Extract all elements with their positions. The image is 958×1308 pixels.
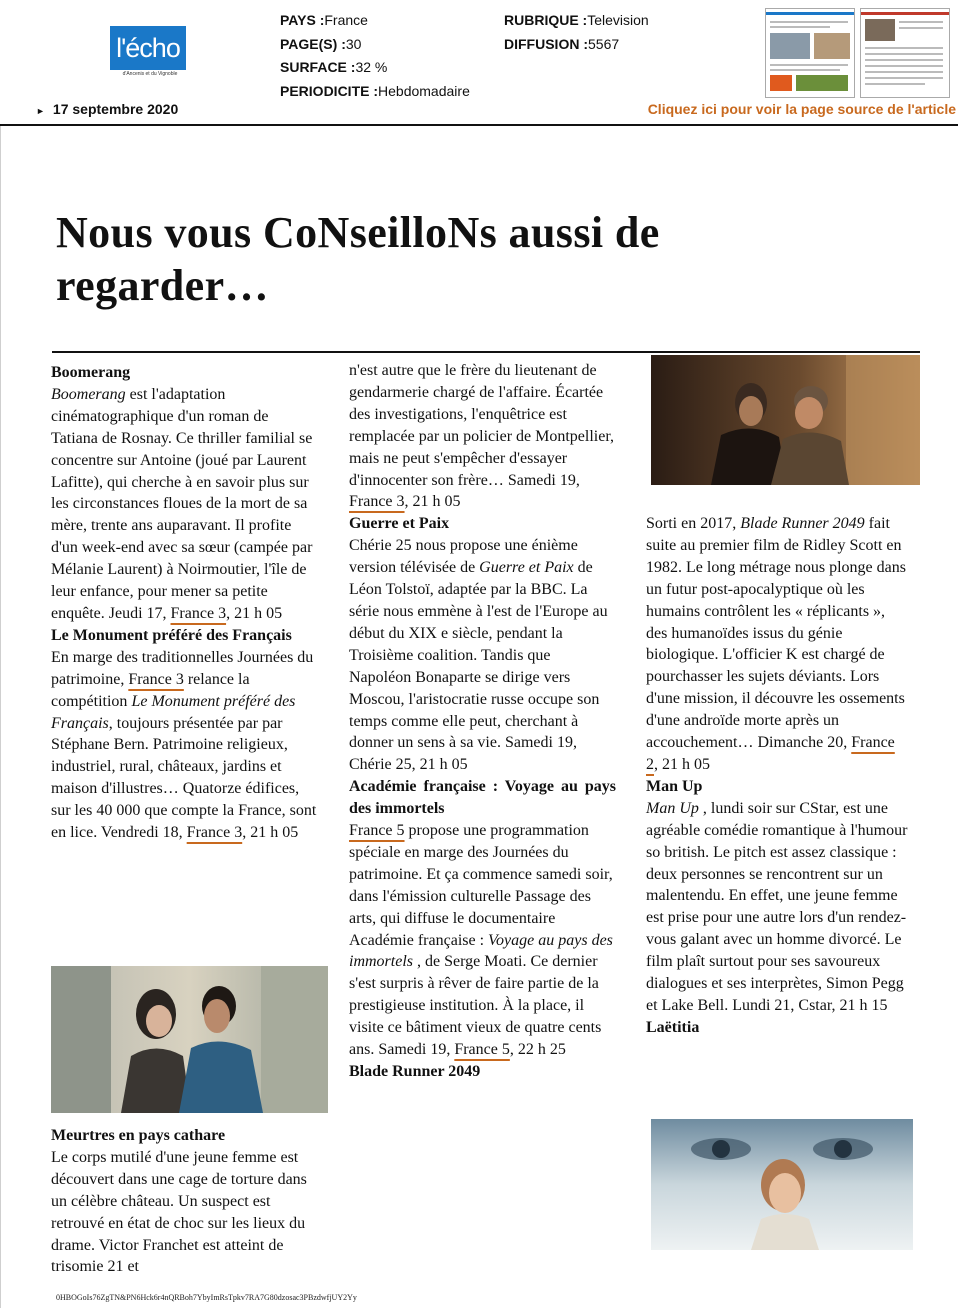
source-page-thumbnail-2[interactable] [860,8,950,98]
triangle-right-icon: ► [36,106,45,116]
channel-link[interactable]: France 3 [170,604,227,622]
channel-link[interactable]: France 3 [349,493,405,511]
newspaper-logo: l'écho [110,26,186,70]
section-heading-meurtres: Meurtres en pays cathare [51,1127,226,1144]
photo-blade-runner [651,355,920,485]
channel-link[interactable]: France 3 [186,824,243,842]
source-page-link[interactable]: Cliquez ici pour voir la page source de l'article [647,101,956,117]
section-heading-laetitia: Laëtitia [646,1018,700,1036]
paragraph-meurtres-continued: n'est autre que le frère du lieutenant de gendarmerie chargé de l'affaire. Écartée des investigations, l'enquêtrice est remplacée par un policier de Montpellier, mais ne peut s'empêcher d'essayer d'innocenter son frère… Samedi 19, France 3, 21 h 05 [349,362,615,511]
meta-diffusion: DIFFUSION :5567 [504,35,620,52]
meta-rubrique: RUBRIQUE :Television [504,12,649,28]
section-heading-boomerang: Boomerang [51,364,131,381]
paragraph-boomerang: Boomerang est l'adaptation cinématographique d'un roman de Tatiana de Rosnay. Ce thriller familial se concentre sur Antoine (joué par Laurent Lafitte), qui cherche à en savoir plus sur les circonstances floues de la mort de sa mère, trente ans auparavant. Il profite d'un week-end avec sa sœur (campée par Mélanie Laurent) à Noirmoutier, l'île de leur enfance, pour mener sa petite enquête. Jeudi 17, France 3, 21 h 05 [51,385,313,622]
photo-laetitia [651,1119,913,1250]
column-2 [349,360,616,1083]
column-3 [646,513,909,1039]
channel-link[interactable]: France 5 [349,822,405,840]
meta-periodicite: PERIODICITE :Hebdomadaire [280,82,470,99]
paragraph-academie: France 5 propose une programmation spéciale en marge des Journées du patrimoine. Et ça commence samedi soir, dans l'émission culturelle Passage des arts, qui diffuse le documentaire Académie française : Voyage au pays des immortels , de Serge Moati. Ce dernier s'est surpris à rêver de faire partie de la prestigieuse institution. À la place, il visite ce bâtiment vieux de quatre cents ans. Samedi 19, France 5, 22 h 25 [349,822,613,1059]
column-1-lower [51,1125,318,1278]
channel-link[interactable]: France 2 [646,734,895,773]
newspaper-logo-subtitle: d'Ancenis et du Vignoble [122,71,178,77]
section-heading-guerre: Guerre et Paix [349,515,450,533]
channel-link[interactable]: France 3 [128,670,184,688]
header-divider [0,124,958,126]
section-heading-blade-runner: Blade Runner 2049 [349,1063,481,1080]
title-divider [52,351,920,353]
left-border [0,126,1,1308]
section-heading-monument: Le Monument préféré des Français [51,626,292,644]
paragraph-guerre: Chérie 25 nous propose une énième version télévisée de Guerre et Paix de Léon Tolstoï, adaptée par la BBC. La série nous emmène à l'est de l'Europe au début du XIX e siècle, pendant la Troisième coalition. Tandis que Napoléon Bonaparte se dirige vers Moscou, l'aristocratie russe occupe son temps comme elle peut, cherchant à donner un sens à sa vie. Samedi 19, Chérie 25, 21 h 05 [349,537,608,774]
document-reference-code: 0HBOGoIs76ZgTN&PN6Hck6r4nQRBoh7YbyImRsTpkv7RA7G80dzosac3PBzdwfjUY2Yy [56,1293,357,1302]
paragraph-blade-runner: Sorti en 2017, Blade Runner 2049 fait suite au premier film de Ridley Scott en 1982. Le long métrage nous plonge dans un futur post-apocalyptique où les humains contrôlent les « réplicants », des humanoïdes issus du génie biologique. L'officier K est chargé de pourchasser les sujets déviants. Lors d'une mission, il découvre les ossements d'une androïde morte après un accouchement… Dimanche 20, France 2, 21 h 05 [646,515,906,773]
meta-right [504,9,724,56]
publication-date: ► 17 septembre 2020 [36,101,179,117]
paragraph-meurtres: Le corps mutilé d'une jeune femme est découvert dans une cage de torture dans un célèbre château. Un suspect est retrouvé en état de choc sur les lieux du drame. Victor Franchet est atteint de trisomie 21 et [51,1148,307,1276]
column-1 [51,362,318,844]
meta-pays: PAYS :France [280,12,368,28]
paragraph-man-up: Man Up , lundi soir sur CStar, est une agréable comédie romantique à l'humour so british. Le pitch est assez classique : deux personnes se rencontrent sur un malentendu. En effet, une jeune femme est prise pour une autre lors d'un rendez-vous galant avec un homme divorcé. Le film plaît surtout pour ses savoureux dialogues et ses interprètes, Simon Pegg et Lake Bell. Lundi 21, Cstar, 21 h 15 [646,799,908,1014]
section-heading-academie: Académie française : Voyage au pays des immortels [349,778,616,818]
section-heading-man-up: Man Up [646,777,703,795]
source-page-thumbnail-1[interactable] [765,8,855,98]
meta-left [280,9,500,103]
meta-pages: PAGE(S) :30 [280,35,362,52]
paragraph-monument: En marge des traditionnelles Journées du patrimoine, France 3 relance la compétition Le Monument préféré des Français, toujours présentée par par Stéphane Bern. Patrimoine religieux, industriel, rural, châteaux, jardins et maison d'illustres… Quatorze édifices, sur les 40 000 que compte la France, sont en lice. Vendredi 18, France 3, 21 h 05 [51,648,317,842]
meta-surface: SURFACE :32 % [280,59,388,75]
channel-link[interactable]: France 5 [454,1041,510,1059]
article-title: Nous vous CoNseilloNs aussi de regarder… [56,208,660,310]
photo-couple-street [51,966,328,1113]
